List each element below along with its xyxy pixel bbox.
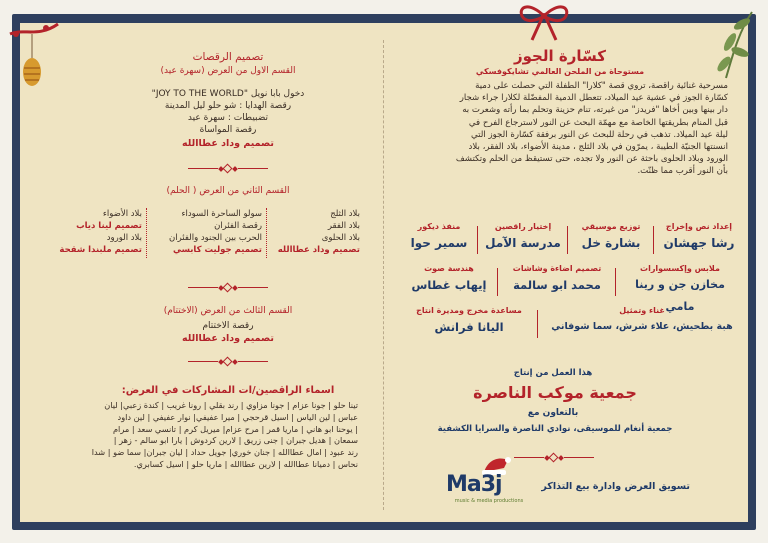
- logo-wordmark: Ma3j: [446, 472, 502, 497]
- part1-item: تضبيطات : سهرة عيد: [187, 113, 269, 123]
- synopsis: [408, 80, 728, 178]
- part2-col-2: سولو الساحرة السوداء رقصة الفئران الحرب بين الجنود والفئران تصميم جوليت كابسي: [168, 209, 262, 255]
- dancers-line: تينا حلو | جونا عزام | جونا مزاوي | رند بقلي | رونا غريب | كندة زعبي| ليان: [104, 400, 358, 410]
- dance-design-title: تصميم الرقصات: [192, 51, 264, 63]
- synopsis-line: مسرحية غنائية راقصة، تروي قصة "كلارا" الطفلة التي حصلت على دمية: [475, 81, 728, 91]
- show-title: كسّارة الجوز: [514, 47, 606, 65]
- synopsis-line: انسنتها الجنيّة الطيبة ، يمرّون في بلاد الثلج ، مدينة الأضواء، بلاد الفقر، بلاد: [468, 142, 728, 153]
- dancers-line: سمعان | هديل جبران | جنى زريق | لارين كردوش | يارا ابو سالم - زهر |: [113, 435, 358, 446]
- part1-item: رقصة الهدايا : شو حلو ليل المدينة: [164, 101, 292, 111]
- part2-title: القسم الثاني من العرض ( الحلم): [166, 186, 290, 196]
- credits-row-2: [404, 264, 740, 313]
- in-coop-label: بالتعاون مع: [527, 408, 579, 418]
- part3-item: رقصة الاختتام: [202, 321, 254, 331]
- dancers-list: [42, 400, 358, 471]
- ribbon-bow-icon: [512, 2, 576, 44]
- marketing-label: تسويق العرض وادارة بيع التذاكر: [541, 481, 690, 492]
- dancers-line: رند عبود | امال عطاالله | جنان خوري| جويل حداد | ليان جبران| سما ضو | شدا: [91, 447, 358, 458]
- dancers-title: اسماء الراقصين/ات المشاركات في العرض:: [121, 385, 335, 396]
- part2-col-3: بلاد الأضواء تصميم لينا دياب بلاد الورود تصميم ملبندا شقحة: [59, 209, 142, 255]
- dancers-line: نحاس | دميانا عطاالله | لارين عطاالله | ماريا حلو | اسيل كسابري.: [133, 458, 358, 469]
- part1-title: القسم الاول من العرض (سهرة عيد): [160, 66, 296, 76]
- credit-sound: هندسة صوت إيهاب غطاس: [411, 264, 487, 292]
- part2-col-sep: [266, 208, 267, 258]
- credit-director: إعداد نص وإخراج رشا جهشان: [663, 222, 735, 250]
- divider-ornament: [188, 357, 268, 367]
- synopsis-line: كسّارة الجوز في عشية عيد الميلاد، تتعطل الدمية المفضّلة لكلارا جراء شجار: [459, 93, 728, 104]
- synopsis-line: ليلة عيد الميلاد. تذهب في رحلة للبحث عن النور برفقة كسّارة الجوز التي: [470, 129, 728, 140]
- part3-title: القسم الثالث من العرض (الاختتام): [163, 306, 293, 316]
- divider-ornament: [188, 164, 268, 174]
- credit-arranger: توزيع موسيقي بشارة خل: [581, 222, 641, 250]
- synopsis-line: قبل المنام بطريقتها الخاصة مع مهمّة البحث عن النور لاسترجاع الفرح في: [468, 117, 728, 128]
- credit-singing: غناء وتمثيل هبة بطحيش، علاء شرش، سما شوفاني: [551, 306, 733, 332]
- synopsis-line: دار بينها وبين أخاها "فريدز" من غيرته، تنام حزينة وتحلم بما رأته وشعرت به: [462, 105, 728, 116]
- column-divider: [383, 40, 385, 510]
- ornament-branch-icon: [4, 14, 64, 94]
- producer-name: جمعية موكب الناصرة: [473, 383, 637, 402]
- credit-assistant: مساعدة مخرج ومديرة انتاج اليانا فرانش: [416, 306, 522, 334]
- holly-branch-icon: [700, 6, 760, 86]
- production-logo: [444, 454, 534, 516]
- part3-designer: تصميم وداد عطاالله: [182, 333, 274, 344]
- credits-row-3: [404, 306, 740, 346]
- synopsis-line: الورود وبلاد الحلوى باحثة عن النور ولا تجده، حتى تستيقظ من الحلم وتكتشف: [455, 154, 728, 165]
- part1-item: دخول بابا نويل "JOY TO THE WORLD": [151, 89, 305, 99]
- part2-col-1: بلاد الثلج بلاد الفقر بلاد الحلوى تصميم وداد عطاالله: [277, 209, 360, 255]
- divider-ornament: [188, 283, 268, 293]
- part1-designer: تصميم وداد عطاالله: [182, 138, 274, 149]
- synopsis-line: بأن النور أقرب مما ظنّت.: [637, 166, 728, 177]
- logo-tagline: music & media productions: [454, 498, 524, 504]
- part1-list: [98, 88, 358, 136]
- credits-row-1: [404, 222, 740, 262]
- credit-decor: منفذ ديكور سمير حوا: [410, 222, 468, 250]
- produced-by-label: هذا العمل من إنتاج: [513, 368, 593, 378]
- partners-text: جمعية أنغام للموسيقى، نوادي الناصرة والسرايا الكشفية: [437, 424, 673, 434]
- show-subtitle: مستوحاة من الملحن العالمي تشايكوفسكي: [475, 67, 645, 76]
- credit-lighting: تصميم اضاءة وشاشات محمد ابو سالمة: [512, 264, 602, 292]
- credit-dancers-selection: إختيار راقصين مدرسة الآمل: [485, 222, 561, 250]
- dancers-line: عباس | لين الياس | اسيل قرحجي | ميرا عفيفي| نوار عفيفي | لين داود: [117, 411, 358, 422]
- dancers-line: | يوحنا ابو هاني | ماريا قمر | مرح عزام| ميريل كرم | تانسي سعد | مرام: [112, 423, 358, 434]
- part1-item: رقصة المواساة: [199, 125, 257, 135]
- credit-costumes: ملابس وإكسسوارات مخازن جن و رينا مامي: [635, 264, 725, 313]
- part2-col-sep: [146, 208, 147, 258]
